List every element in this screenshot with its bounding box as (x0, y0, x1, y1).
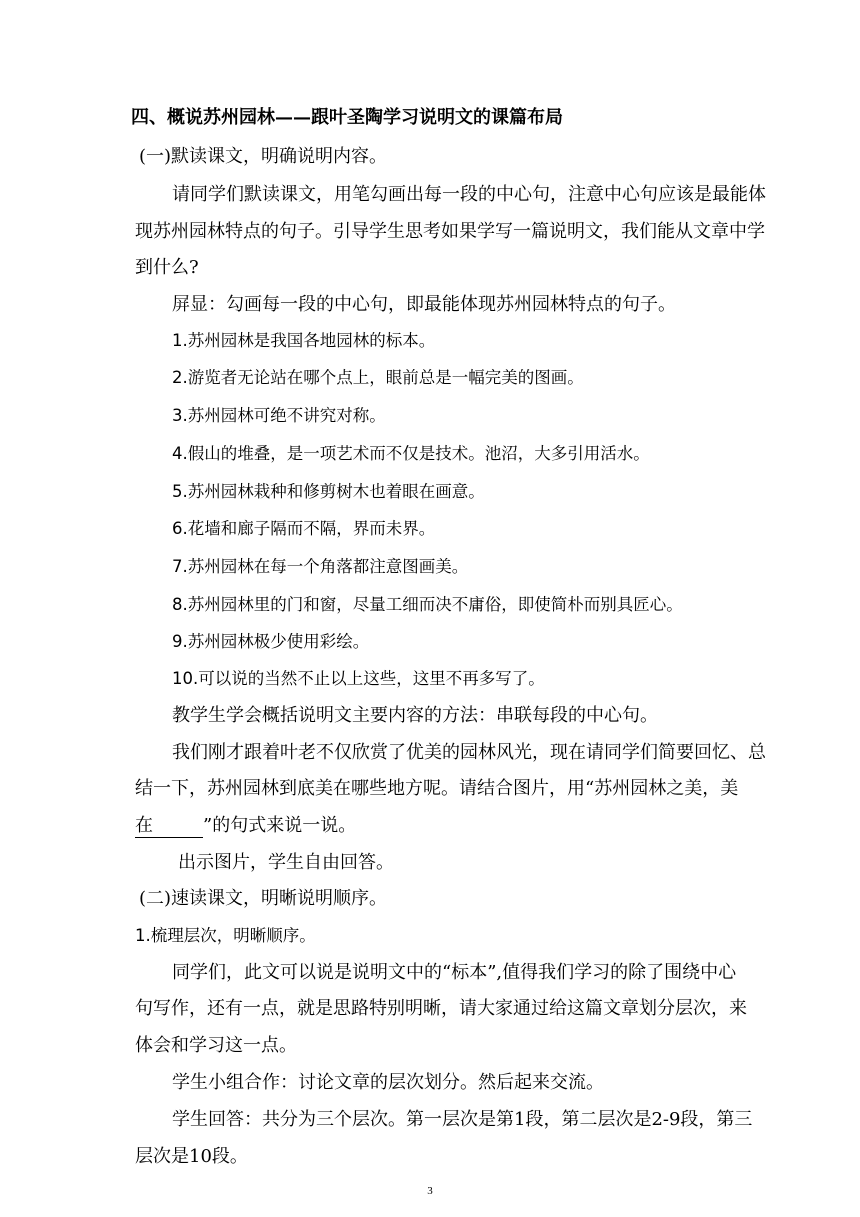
intro-line-1: 请同学们默读课文，用笔勾画出每一段的中心句，注意中心句应该是最能体 (172, 184, 766, 205)
para2-line-3: 体会和学习这一点。 (135, 1035, 297, 1056)
list-item: 8.苏州园林里的门和窗，尽量工细而决不庸俗，即使简朴而别具匠心。 (172, 595, 683, 614)
review-line-2: 结一下，苏州园林到底美在哪些地方呢。请结合图片，用“苏州园林之美，美 (135, 778, 739, 799)
part1-heading: (一)默读课文，明确说明内容。 (139, 146, 388, 167)
list-item: 4.假山的堆叠，是一项艺术而不仅是技术。池沼，大多引用活水。 (172, 444, 650, 463)
para2-line-1: 同学们，此文可以说是说明文中的“标本”,值得我们学习的除了围绕中心 (172, 962, 737, 983)
page-number: 3 (427, 1185, 433, 1197)
screen-text: 屏显：勾画每一段的中心句，即最能体现苏州园林特点的句子。 (172, 294, 676, 315)
part2-heading: (二)速读课文，明晰说明顺序。 (139, 888, 388, 909)
list-item: 10.可以说的当然不止以上这些，这里不再多写了。 (172, 669, 545, 688)
pictures-text: 出示图片，学生自由回答。 (178, 852, 394, 873)
para2-line-2: 句写作，还有一点，就是思路特别明晰，请大家通过给这篇文章划分层次，来 (135, 998, 747, 1019)
section-title: 四、概说苏州园林——跟叶圣陶学习说明文的课篇布局 (131, 107, 563, 128)
list-item: 1.苏州园林是我国各地园林的标本。 (172, 331, 436, 350)
list-item: 3.苏州园林可绝不讲究对称。 (172, 406, 386, 425)
review-line-1: 我们刚才跟着叶老不仅欣赏了优美的园林风光，现在请同学们简要回忆、总 (172, 742, 766, 763)
list-item: 7.苏州园林在每一个角落都注意图画美。 (172, 557, 469, 576)
method-text: 教学生学会概括说明文主要内容的方法：串联每段的中心句。 (172, 705, 658, 726)
list-item: 6.花墙和廊子隔而不隔，界而未界。 (172, 519, 436, 538)
list-item: 5.苏州园林栽种和修剪树木也着眼在画意。 (172, 482, 485, 501)
intro-line-3: 到什么? (135, 257, 199, 278)
group-text: 学生小组合作：讨论文章的层次划分。然后起来交流。 (172, 1072, 604, 1093)
list-item: 9.苏州园林极少使用彩绘。 (172, 632, 370, 651)
step1-heading: 1.梳理层次，明晰顺序。 (135, 926, 316, 945)
list-item: 2.游览者无论站在哪个点上，眼前总是一幅完美的图画。 (172, 368, 584, 387)
review-line-3 (135, 814, 356, 838)
intro-line-2: 现苏州园林特点的句子。引导学生思考如果学写一篇说明文，我们能从文章中学 (135, 221, 765, 242)
fill-blank: 在 (135, 815, 203, 838)
review-line-3-rest: ”的句式来说一说。 (203, 815, 357, 836)
answer-line-2: 层次是10段。 (135, 1146, 248, 1167)
answer-line-1: 学生回答：共分为三个层次。第一层次是第1段，第二层次是2-9段，第三 (172, 1109, 753, 1130)
